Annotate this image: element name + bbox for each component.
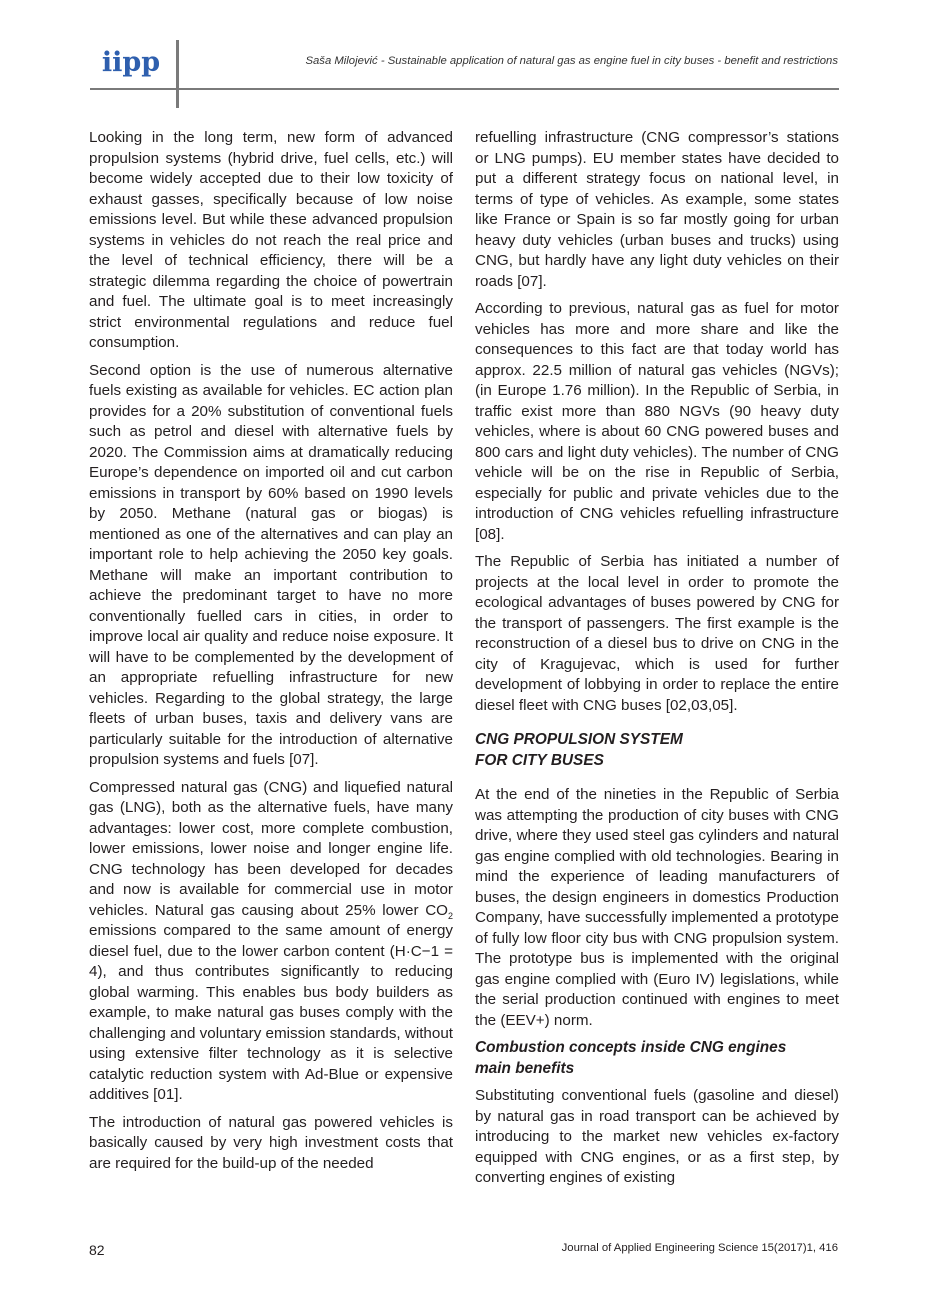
running-title: Saša Milojević - Sustainable application of natural gas as engine fuel in city buses - benefit and restrictions: [305, 55, 838, 67]
logo-text: iipp: [101, 47, 161, 78]
header-horizontal-rule: [90, 88, 839, 90]
paragraph: Looking in the long term, new form of advanced propulsion systems (hybrid drive, fuel cells, etc.) will become widely accepted due to their low toxicity of exhaust gasses, specifically because of low noise emissions level. But while these advanced propulsion systems in vehicles do not reach the real price and the level of technical efficiency, there will be a strategic dilemma regarding the choice of powertrain and fuel. The ultimate goal is to meet increasingly strict environmental regulations and reduce fuel consumption.: [89, 129, 453, 351]
page-number: 82: [89, 1242, 105, 1258]
paragraph: At the end of the nineties in the Republic of Serbia was attempting the production of city buses with CNG drive, where they used steel gas cylinders and natural gas engine complied with old technologies. Bearing in mind the experience of leading manufacturers of buses, the design engineers in domestics Production Company, have successfully implemented a prototype of fully low floor city bus with CNG propulsion system. The prototype bus is implemented with the original gas engine complied with (Euro IV) legislations, while the serial production continued with engines to meet the (EEV+) norm.: [475, 786, 839, 1029]
paragraph: The Republic of Serbia has initiated a number of projects at the local level in order to promote the ecological advantages of buses powered by CNG for the transport of passengers. The first example is the reconstruction of a diesel bus to drive on CNG in the city of Kragujevac, which is used for further development of lobbying in order to replace the entire diesel fleet with CNG buses [02,03,05].: [475, 553, 839, 714]
journal-logo: [100, 46, 162, 78]
text-run: Compressed natural gas (CNG) and liquefied natural gas (LNG), both as the alternative fuels, have many advantages: lower cost, more complete combustion, lower emissions, lower noise and longer engine life. CNG technology has been developed for decades and now is available for commercial use in motor vehicles. Natural gas causing about 25% lower CO: [89, 778, 453, 919]
paragraph: According to previous, natural gas as fuel for motor vehicles has more and more share and like the consequences to this fact are that today world has approx. 22.5 million of natural gas vehicles (NGVs); (in Europe 1.76 million). In the Republic of Serbia, in traffic exist more than 880 NGVs (90 heavy duty vehicles, where is about 60 CNG powered buses and 800 cars and light duty vehicles). The number of CNG vehicle will be on the rise in Republic of Serbia, especially for public and private vehicles due to the introduction of CNG vehicles refuelling infrastructure [08].: [475, 300, 839, 543]
journal-citation: Journal of Applied Engineering Science 15(2017)1, 416: [561, 1242, 838, 1254]
paragraph: [89, 778, 453, 1106]
header-vertical-rule: [176, 40, 179, 108]
section-heading: [475, 730, 839, 771]
heading-line: Combustion concepts inside CNG engines: [475, 1039, 787, 1056]
paragraph: refuelling infrastructure (CNG compressor’s stations or LNG pumps). EU member states have decided to put a different strategy focus on national level, in terms of type of vehicles. As example, some states like France or Spain is so far mostly going for urban heavy duty vehicles (urban buses and trucks) using CNG, but hardly have any light duty vehicles on their roads [07].: [475, 129, 839, 290]
heading-line: main benefits: [475, 1059, 575, 1077]
heading-line: CNG PROPULSION SYSTEM: [475, 731, 683, 748]
paragraph: The introduction of natural gas powered vehicles is basically caused by very high investment costs that are required for the build-up of the needed: [89, 1113, 453, 1172]
subscript: 2: [447, 910, 453, 921]
left-column: [89, 128, 453, 1181]
text-run: emissions compared to the same amount of energy diesel fuel, due to the lower carbon content (H·C−1 = 4), and thus contributes significantly to reducing global warming. This enables bus body builders as example, to make natural gas buses comply with the challenging and voluntary emission standards, without using extensive filter technology as it is selective catalytic reduction system with Ad-Blue or expensive additives [01].: [89, 922, 453, 1103]
paragraph: Second option is the use of numerous alternative fuels existing as available for vehicles. EC action plan provides for a 20% substitution of conventional fuels such as petrol and diesel with alternative fuels by 2020. The Commission aims at dramatically reducing Europe’s dependence on imported oil and cut carbon emissions in transport by 60% based on 1990 levels by 2050. Methane (natural gas or biogas) is mentioned as one of the alternatives and can play an important role to help achieving the 2050 key goals. Methane will make an important contribution to achieve the predominant target to have no more conventionally fuelled cars in cities, in order to improve local air quality and reduce noise exposure. It will have to be complemented by the development of an appropriate refuelling infrastructure for new vehicles. Regarding to the global strategy, the large fleets of urban buses, taxis and delivery vans are particularly suitable for the introduction of alternative propulsion systems and fuels [07].: [89, 361, 453, 768]
subsection-heading: [475, 1038, 839, 1079]
heading-line: FOR CITY BUSES: [475, 751, 604, 769]
right-column: [475, 128, 839, 1196]
paragraph: Substituting conventional fuels (gasoline and diesel) by natural gas in road transport can be achieved by introducing to the market new vehicles ex-factory equipped with CNG engines, or as a first step, by converting engines of existing: [475, 1087, 839, 1186]
